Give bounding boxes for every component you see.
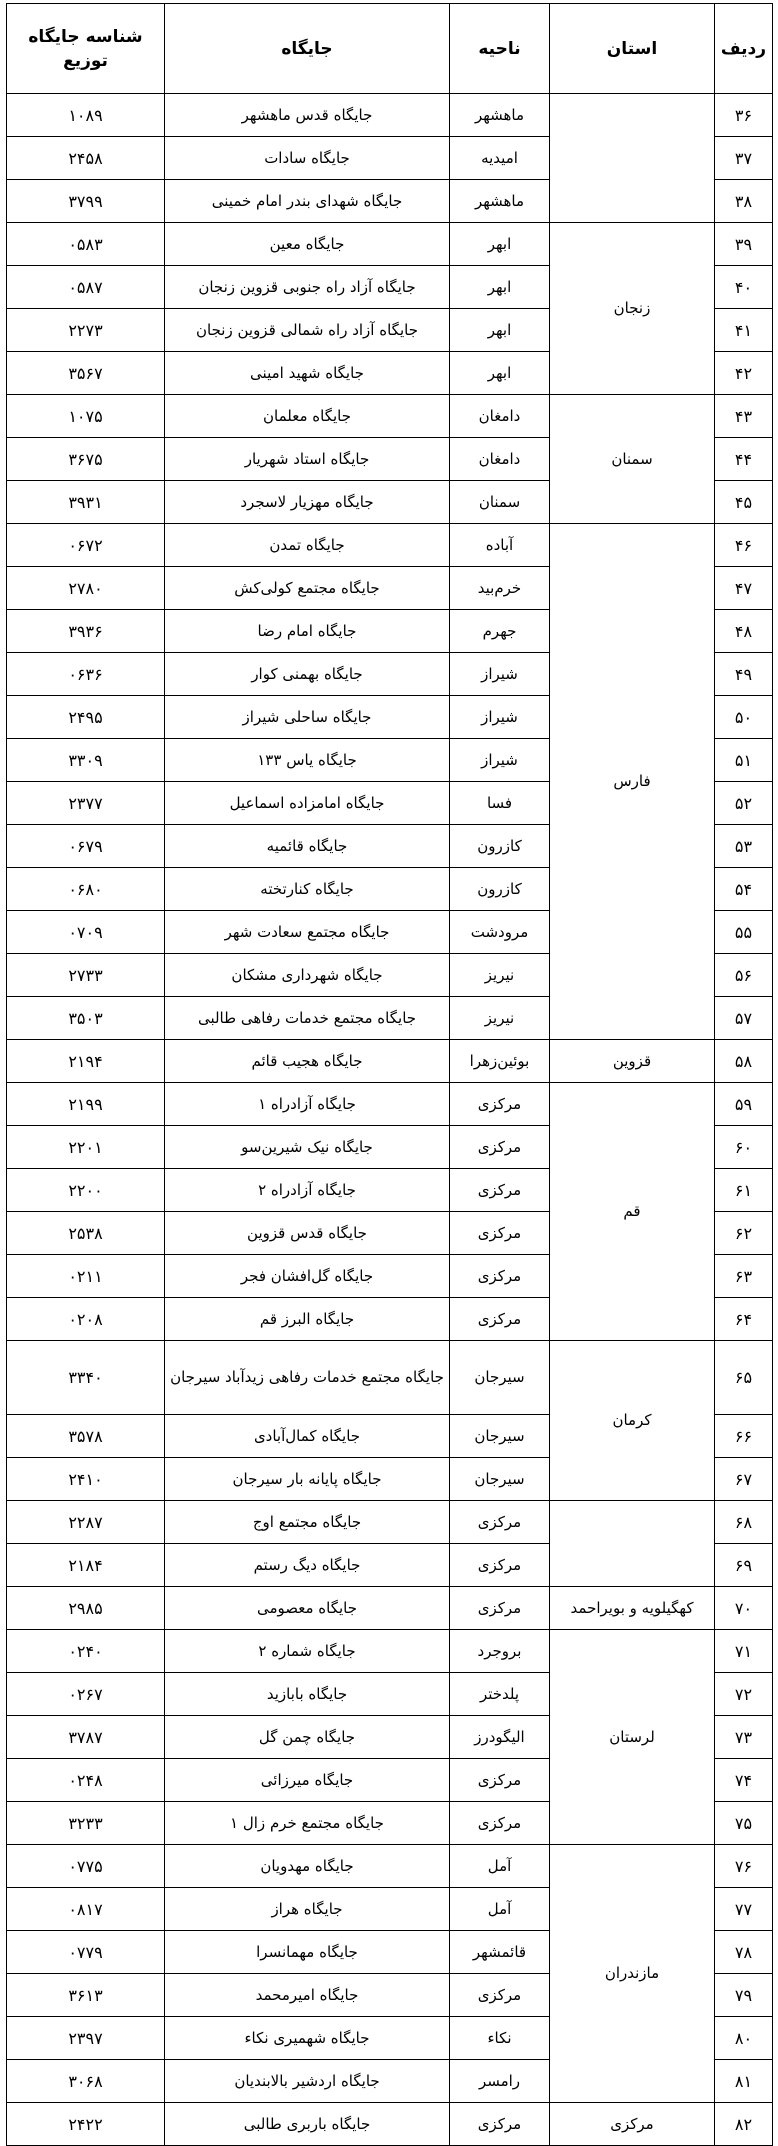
row-number: ۶۰ (715, 1126, 773, 1169)
station-name-cell: جایگاه دیگ رستم (165, 1544, 450, 1587)
district-cell: نکاء (450, 2017, 550, 2060)
row-number: ۴۵ (715, 481, 773, 524)
row-number: ۸۰ (715, 2017, 773, 2060)
station-id-cell: ۰۵۸۷ (7, 266, 165, 309)
row-number: ۷۸ (715, 1931, 773, 1974)
district-cell: سیرجان (450, 1458, 550, 1501)
row-number: ۶۳ (715, 1255, 773, 1298)
row-number: ۴۱ (715, 309, 773, 352)
district-cell: ماهشهر (450, 180, 550, 223)
station-id-cell: ۲۵۳۸ (7, 1212, 165, 1255)
row-number: ۷۱ (715, 1630, 773, 1673)
station-id-cell: ۱۰۷۵ (7, 395, 165, 438)
row-number: ۴۳ (715, 395, 773, 438)
row-number: ۷۲ (715, 1673, 773, 1716)
district-cell: مرکزی (450, 1083, 550, 1126)
province-cell: زنجان (550, 223, 715, 395)
row-number: ۷۷ (715, 1888, 773, 1931)
station-id-cell: ۳۵۶۷ (7, 352, 165, 395)
row-number: ۴۹ (715, 653, 773, 696)
row-number: ۶۴ (715, 1298, 773, 1341)
district-cell: مرکزی (450, 1802, 550, 1845)
district-cell: مرکزی (450, 1759, 550, 1802)
district-cell: مرکزی (450, 2103, 550, 2146)
station-id-cell: ۲۴۲۲ (7, 2103, 165, 2146)
station-name-cell: جایگاه مجتمع خدمات رفاهی زیدآباد سیرجان (165, 1341, 450, 1415)
station-name-cell: جایگاه امیرمحمد (165, 1974, 450, 2017)
station-id-cell: ۲۱۸۴ (7, 1544, 165, 1587)
station-id-cell: ۲۲۰۰ (7, 1169, 165, 1212)
row-number: ۵۳ (715, 825, 773, 868)
station-id-cell: ۲۲۷۳ (7, 309, 165, 352)
station-id-cell: ۳۷۹۹ (7, 180, 165, 223)
header-row (7, 4, 773, 94)
station-name-cell: جایگاه شماره ۲ (165, 1630, 450, 1673)
row-number: ۷۶ (715, 1845, 773, 1888)
station-name-cell: جایگاه امام رضا (165, 610, 450, 653)
table-row (7, 1587, 773, 1630)
row-number: ۵۹ (715, 1083, 773, 1126)
station-id-cell: ۳۷۸۷ (7, 1716, 165, 1759)
table-row (7, 395, 773, 438)
station-name-cell: جایگاه آزاد راه جنوبی قزوین زنجان (165, 266, 450, 309)
station-id-cell: ۳۲۳۳ (7, 1802, 165, 1845)
station-id-cell: ۲۲۰۱ (7, 1126, 165, 1169)
row-number: ۵۴ (715, 868, 773, 911)
district-cell: آمل (450, 1845, 550, 1888)
district-cell: ابهر (450, 352, 550, 395)
district-cell: بروجرد (450, 1630, 550, 1673)
district-cell: ابهر (450, 309, 550, 352)
district-cell: قائمشهر (450, 1931, 550, 1974)
station-name-cell: جایگاه باربری طالبی (165, 2103, 450, 2146)
province-cell: فارس (550, 524, 715, 1040)
table-row (7, 94, 773, 137)
row-number: ۶۹ (715, 1544, 773, 1587)
station-name-cell: جایگاه آزادراه ۱ (165, 1083, 450, 1126)
province-cell: لرستان (550, 1630, 715, 1845)
row-number: ۶۸ (715, 1501, 773, 1544)
row-number: ۵۵ (715, 911, 773, 954)
station-id-cell: ۳۵۷۸ (7, 1415, 165, 1458)
station-id-cell: ۰۲۴۸ (7, 1759, 165, 1802)
row-number: ۴۶ (715, 524, 773, 567)
station-name-cell: جایگاه معصومی (165, 1587, 450, 1630)
header-station-id: شناسه جایگاه توزیع (7, 4, 165, 94)
station-id-cell: ۳۰۶۸ (7, 2060, 165, 2103)
district-cell: شیراز (450, 696, 550, 739)
station-name-cell: جایگاه قدس قزوین (165, 1212, 450, 1255)
row-number: ۳۹ (715, 223, 773, 266)
row-number: ۷۰ (715, 1587, 773, 1630)
station-name-cell: جایگاه آزادراه ۲ (165, 1169, 450, 1212)
station-name-cell: جایگاه هراز (165, 1888, 450, 1931)
district-cell: مرودشت (450, 911, 550, 954)
table-row (7, 1083, 773, 1126)
district-cell: آمل (450, 1888, 550, 1931)
district-cell: پلدختر (450, 1673, 550, 1716)
station-name-cell: جایگاه آزاد راه شمالی قزوین زنجان (165, 309, 450, 352)
row-number: ۷۵ (715, 1802, 773, 1845)
district-cell: مرکزی (450, 1974, 550, 2017)
station-id-cell: ۰۲۴۰ (7, 1630, 165, 1673)
station-name-cell: جایگاه امامزاده اسماعیل (165, 782, 450, 825)
district-cell: نیریز (450, 954, 550, 997)
station-id-cell: ۲۷۸۰ (7, 567, 165, 610)
header-radif: ردیف (715, 4, 773, 94)
district-cell: مرکزی (450, 1587, 550, 1630)
table-row (7, 1845, 773, 1888)
province-cell: سمنان (550, 395, 715, 524)
row-number: ۴۸ (715, 610, 773, 653)
station-id-cell: ۰۲۰۸ (7, 1298, 165, 1341)
station-name-cell: جایگاه سادات (165, 137, 450, 180)
station-name-cell: جایگاه مهدویان (165, 1845, 450, 1888)
station-name-cell: جایگاه بهمنی کوار (165, 653, 450, 696)
station-name-cell: جایگاه ساحلی شیراز (165, 696, 450, 739)
table-body (7, 94, 773, 2146)
station-id-cell: ۰۲۱۱ (7, 1255, 165, 1298)
row-number: ۵۸ (715, 1040, 773, 1083)
station-name-cell: جایگاه بابازید (165, 1673, 450, 1716)
station-name-cell: جایگاه کمال‌آبادی (165, 1415, 450, 1458)
district-cell: دامغان (450, 395, 550, 438)
station-id-cell: ۲۳۷۷ (7, 782, 165, 825)
station-id-cell: ۳۶۷۵ (7, 438, 165, 481)
district-cell: شیراز (450, 653, 550, 696)
station-id-cell: ۰۷۰۹ (7, 911, 165, 954)
station-id-cell: ۲۱۹۹ (7, 1083, 165, 1126)
district-cell: ماهشهر (450, 94, 550, 137)
table-row (7, 1341, 773, 1415)
station-name-cell: جایگاه شهرداری مشکان (165, 954, 450, 997)
station-name-cell: جایگاه معلمان (165, 395, 450, 438)
province-cell: کهگیلویه و بویراحمد (550, 1587, 715, 1630)
station-name-cell: جایگاه البرز قم (165, 1298, 450, 1341)
station-name-cell: جایگاه یاس ۱۳۳ (165, 739, 450, 782)
station-id-cell: ۲۴۵۸ (7, 137, 165, 180)
header-district: ناحیه (450, 4, 550, 94)
station-id-cell: ۳۵۰۳ (7, 997, 165, 1040)
row-number: ۴۰ (715, 266, 773, 309)
station-id-cell: ۳۹۳۶ (7, 610, 165, 653)
district-cell: بوئین‌زهرا (450, 1040, 550, 1083)
row-number: ۶۱ (715, 1169, 773, 1212)
province-cell: مازندران (550, 1845, 715, 2103)
row-number: ۷۴ (715, 1759, 773, 1802)
district-cell: سمنان (450, 481, 550, 524)
table-row (7, 1040, 773, 1083)
station-id-cell: ۰۷۷۹ (7, 1931, 165, 1974)
station-name-cell: جایگاه مجتمع کولی‌کش (165, 567, 450, 610)
district-cell: ابهر (450, 223, 550, 266)
station-id-cell: ۲۲۸۷ (7, 1501, 165, 1544)
row-number: ۶۵ (715, 1341, 773, 1415)
district-cell: کازرون (450, 868, 550, 911)
station-id-cell: ۰۵۸۳ (7, 223, 165, 266)
province-cell: کرمان (550, 1341, 715, 1501)
district-cell: کازرون (450, 825, 550, 868)
province-cell (550, 1501, 715, 1587)
row-number: ۵۰ (715, 696, 773, 739)
station-id-cell: ۰۸۱۷ (7, 1888, 165, 1931)
row-number: ۴۴ (715, 438, 773, 481)
station-name-cell: جایگاه معین (165, 223, 450, 266)
district-cell: الیگودرز (450, 1716, 550, 1759)
station-name-cell: جایگاه چمن گل (165, 1716, 450, 1759)
row-number: ۷۳ (715, 1716, 773, 1759)
row-number: ۵۱ (715, 739, 773, 782)
station-name-cell: جایگاه هجیب قائم (165, 1040, 450, 1083)
district-cell: جهرم (450, 610, 550, 653)
district-cell: مرکزی (450, 1501, 550, 1544)
station-name-cell: جایگاه قدس ماهشهر (165, 94, 450, 137)
district-cell: مرکزی (450, 1126, 550, 1169)
station-id-cell: ۳۶۱۳ (7, 1974, 165, 2017)
district-cell: نیریز (450, 997, 550, 1040)
station-name-cell: جایگاه مجتمع اوج (165, 1501, 450, 1544)
row-number: ۸۱ (715, 2060, 773, 2103)
row-number: ۳۷ (715, 137, 773, 180)
province-cell: مرکزی (550, 2103, 715, 2146)
station-name-cell: جایگاه گل‌افشان فجر (165, 1255, 450, 1298)
station-name-cell: جایگاه شهدای بندر امام خمینی (165, 180, 450, 223)
station-id-cell: ۱۰۸۹ (7, 94, 165, 137)
table-row (7, 223, 773, 266)
station-name-cell: جایگاه تمدن (165, 524, 450, 567)
station-id-cell: ۰۶۸۰ (7, 868, 165, 911)
station-id-cell: ۰۲۶۷ (7, 1673, 165, 1716)
station-name-cell: جایگاه پایانه بار سیرجان (165, 1458, 450, 1501)
province-cell: قزوین (550, 1040, 715, 1083)
province-cell: قم (550, 1083, 715, 1341)
station-id-cell: ۲۷۳۳ (7, 954, 165, 997)
station-id-cell: ۳۳۰۹ (7, 739, 165, 782)
district-cell: مرکزی (450, 1169, 550, 1212)
district-cell: مرکزی (450, 1212, 550, 1255)
district-cell: خرم‌بید (450, 567, 550, 610)
row-number: ۴۲ (715, 352, 773, 395)
station-id-cell: ۰۶۷۹ (7, 825, 165, 868)
district-cell: امیدیه (450, 137, 550, 180)
station-id-cell: ۰۶۳۶ (7, 653, 165, 696)
station-id-cell: ۰۷۷۵ (7, 1845, 165, 1888)
station-name-cell: جایگاه مجتمع سعادت شهر (165, 911, 450, 954)
district-cell: رامسر (450, 2060, 550, 2103)
row-number: ۳۸ (715, 180, 773, 223)
station-name-cell: جایگاه استاد شهریار (165, 438, 450, 481)
row-number: ۶۲ (715, 1212, 773, 1255)
station-id-cell: ۲۳۹۷ (7, 2017, 165, 2060)
station-id-cell: ۳۹۳۱ (7, 481, 165, 524)
row-number: ۸۲ (715, 2103, 773, 2146)
station-name-cell: جایگاه مجتمع خدمات رفاهی طالبی (165, 997, 450, 1040)
district-cell: ابهر (450, 266, 550, 309)
station-id-cell: ۲۱۹۴ (7, 1040, 165, 1083)
table-row (7, 524, 773, 567)
station-name-cell: جایگاه شهید امینی (165, 352, 450, 395)
station-name-cell: جایگاه مجتمع خرم زال ۱ (165, 1802, 450, 1845)
station-id-cell: ۲۴۹۵ (7, 696, 165, 739)
row-number: ۶۶ (715, 1415, 773, 1458)
district-cell: مرکزی (450, 1298, 550, 1341)
station-name-cell: جایگاه اردشیر بالابندیان (165, 2060, 450, 2103)
station-name-cell: جایگاه کنارتخته (165, 868, 450, 911)
row-number: ۵۲ (715, 782, 773, 825)
district-cell: مرکزی (450, 1255, 550, 1298)
station-name-cell: جایگاه میرزائی (165, 1759, 450, 1802)
station-name-cell: جایگاه مهزیار لاسجرد (165, 481, 450, 524)
row-number: ۷۹ (715, 1974, 773, 2017)
row-number: ۵۶ (715, 954, 773, 997)
row-number: ۴۷ (715, 567, 773, 610)
station-name-cell: جایگاه قائمیه (165, 825, 450, 868)
district-cell: سیرجان (450, 1341, 550, 1415)
station-name-cell: جایگاه شهمیری نکاء (165, 2017, 450, 2060)
table-row (7, 2103, 773, 2146)
row-number: ۳۶ (715, 94, 773, 137)
district-cell: سیرجان (450, 1415, 550, 1458)
station-id-cell: ۲۴۱۰ (7, 1458, 165, 1501)
row-number: ۵۷ (715, 997, 773, 1040)
district-cell: شیراز (450, 739, 550, 782)
district-cell: فسا (450, 782, 550, 825)
station-id-cell: ۰۶۷۲ (7, 524, 165, 567)
table-row (7, 1501, 773, 1544)
stations-table (6, 3, 773, 2146)
district-cell: دامغان (450, 438, 550, 481)
station-name-cell: جایگاه مهمانسرا (165, 1931, 450, 1974)
station-id-cell: ۳۳۴۰ (7, 1341, 165, 1415)
table-row (7, 1630, 773, 1673)
district-cell: مرکزی (450, 1544, 550, 1587)
header-province: استان (550, 4, 715, 94)
header-station: جایگاه (165, 4, 450, 94)
station-id-cell: ۲۹۸۵ (7, 1587, 165, 1630)
station-name-cell: جایگاه نیک شیرین‌سو (165, 1126, 450, 1169)
district-cell: آباده (450, 524, 550, 567)
row-number: ۶۷ (715, 1458, 773, 1501)
province-cell (550, 94, 715, 223)
